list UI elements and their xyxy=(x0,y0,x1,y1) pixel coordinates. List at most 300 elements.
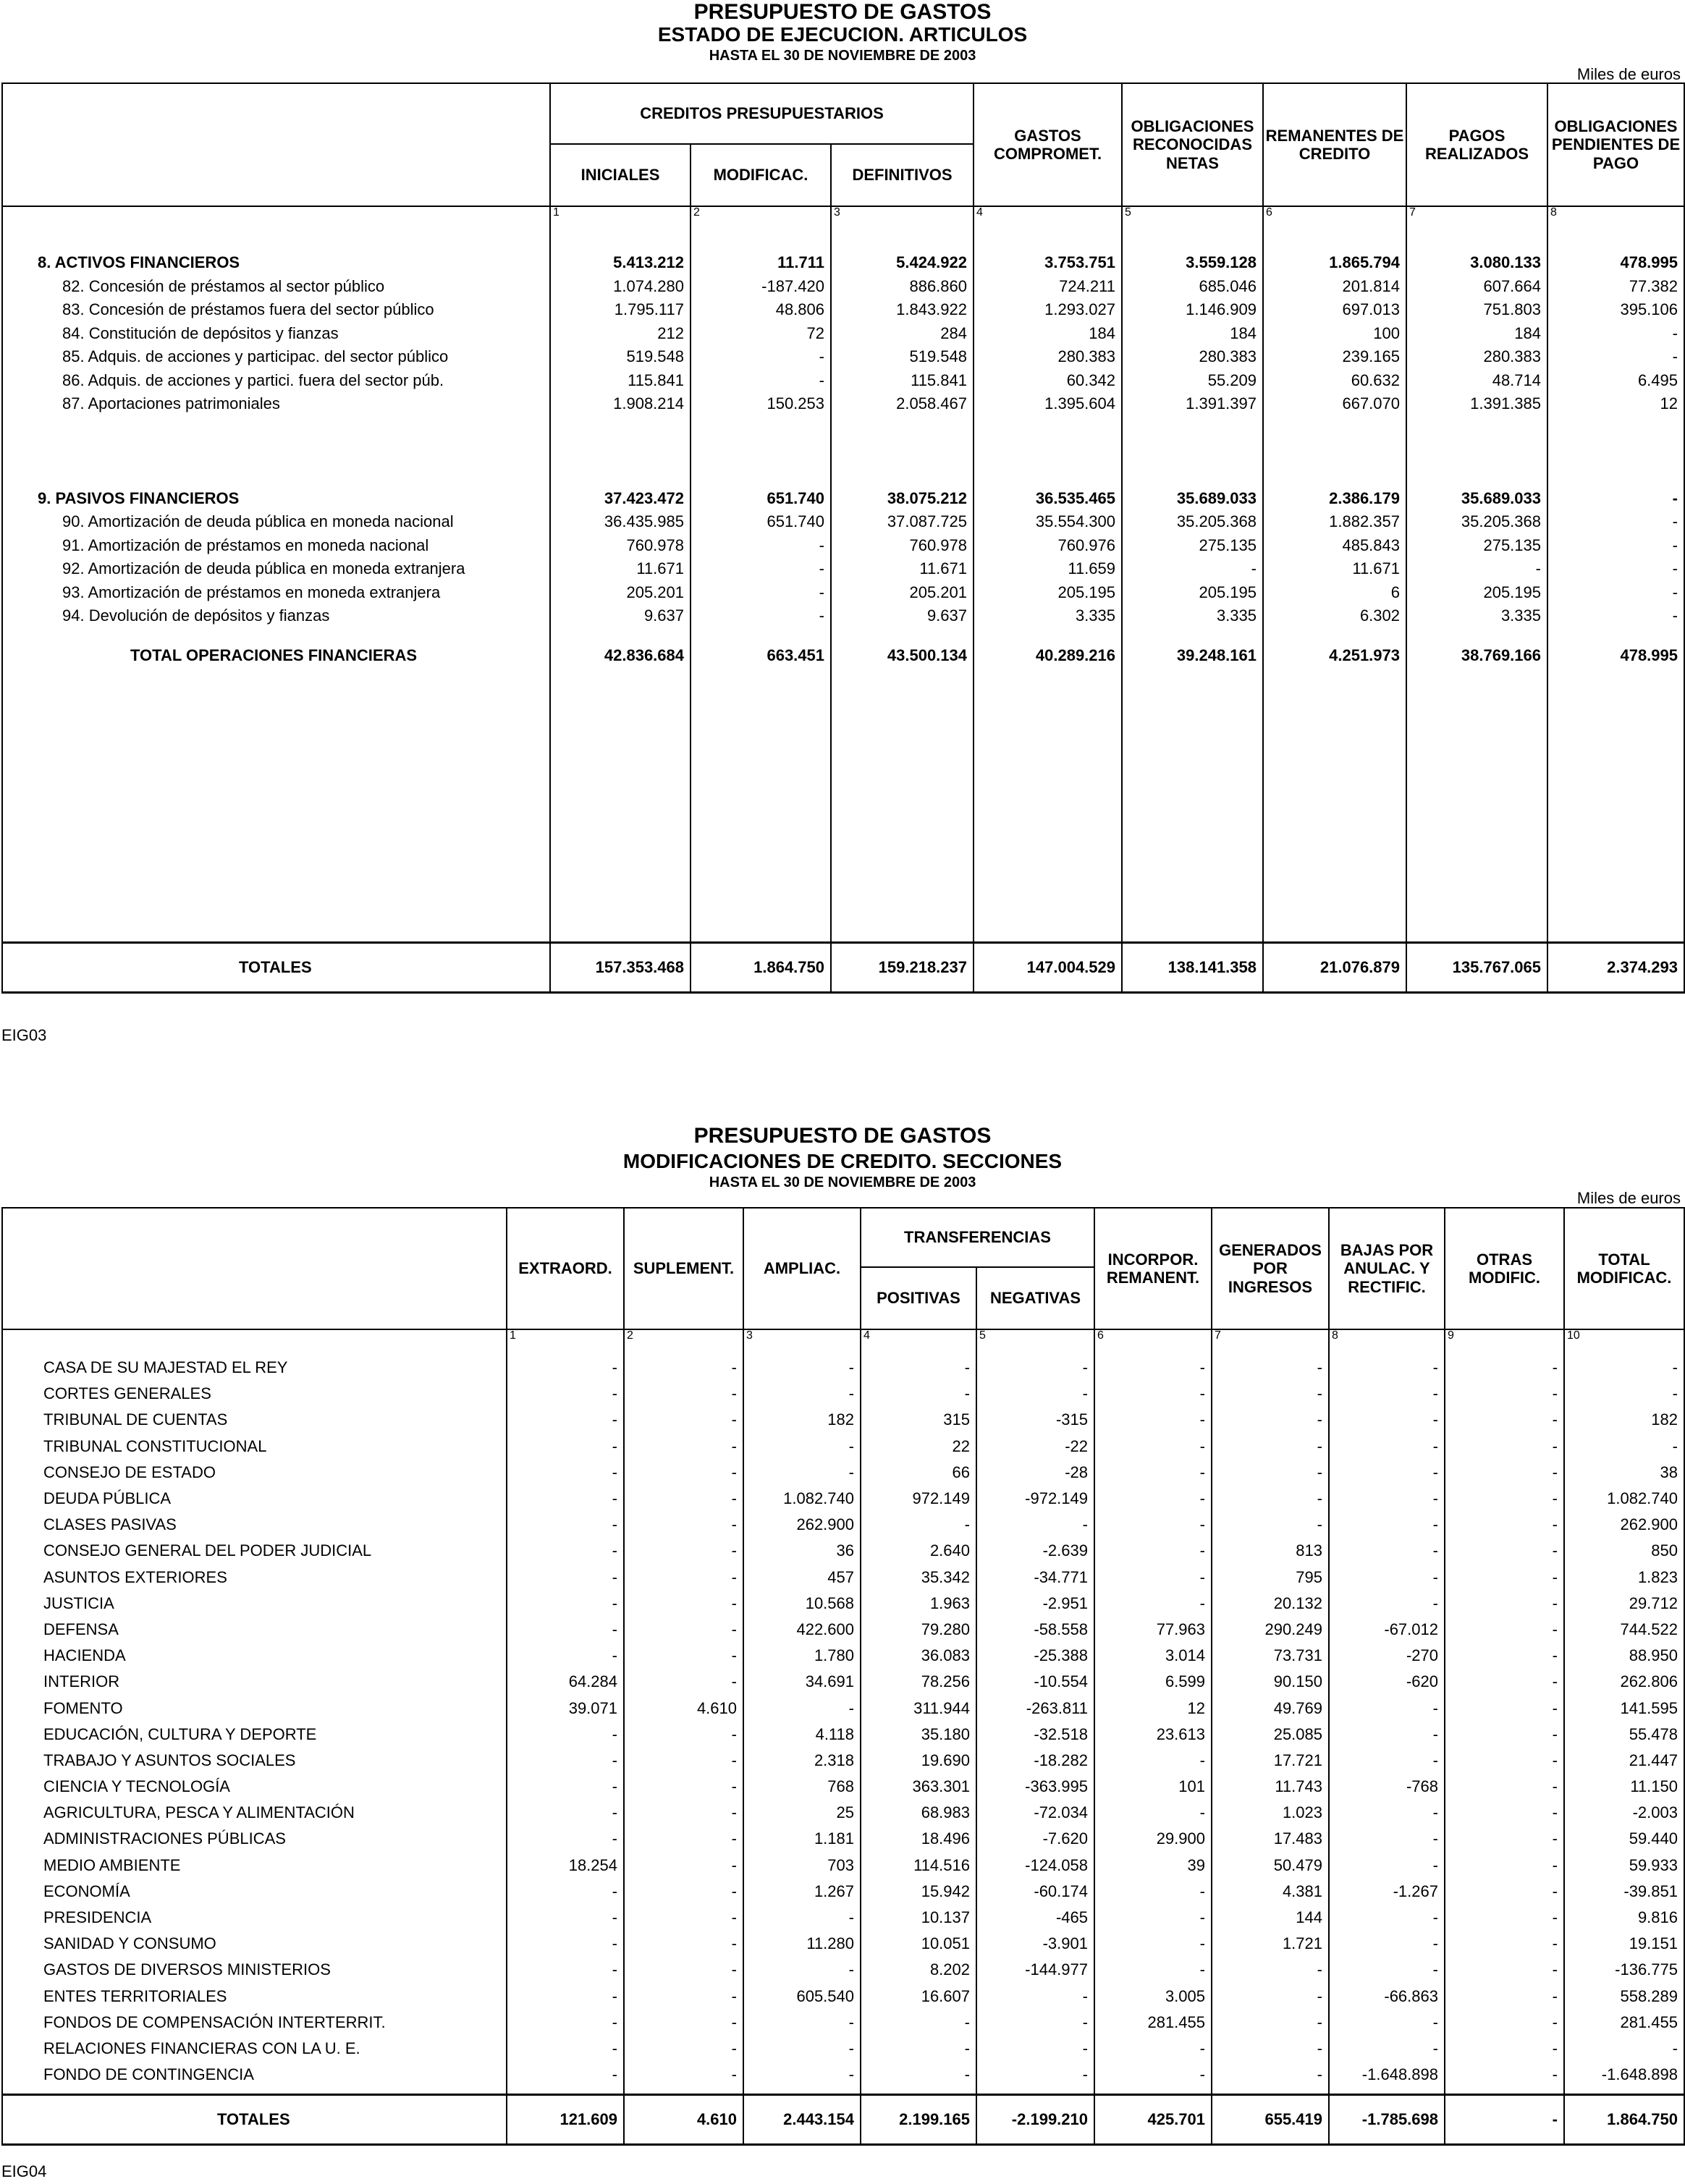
row-value: - xyxy=(624,1957,743,1983)
row-value: 36.435.985 xyxy=(550,510,691,534)
row-value: - xyxy=(1445,2062,1564,2088)
row-value: - xyxy=(976,1984,1094,2010)
row-value: - xyxy=(1212,1512,1329,1538)
table-row xyxy=(2,487,1684,511)
table-row xyxy=(2,1486,1684,1512)
row-value: - xyxy=(624,1355,743,1381)
table-row xyxy=(2,1538,1684,1564)
row-value: - xyxy=(1329,1800,1445,1826)
row-label: FONDO DE CONTINGENCIA xyxy=(2,2062,507,2088)
spacer-cell xyxy=(2,416,550,487)
row-value: 150.253 xyxy=(691,392,831,416)
spacer-cell xyxy=(2,628,550,644)
row-value: 43.500.134 xyxy=(831,644,974,668)
row-value: - xyxy=(1445,1591,1564,1617)
spacer-row xyxy=(2,628,1684,644)
row-value: 4.118 xyxy=(743,1722,861,1748)
row-value: - xyxy=(1445,1486,1564,1512)
row-value: 3.335 xyxy=(1406,604,1547,628)
row-label: ADMINISTRACIONES PÚBLICAS xyxy=(2,1826,507,1852)
row-value: - xyxy=(1329,1565,1445,1591)
s2-header-c7: GENERADOS POR INGRESOS xyxy=(1212,1208,1329,1329)
row-value: - xyxy=(1445,1722,1564,1748)
row-value: -768 xyxy=(1329,1774,1445,1800)
row-value: -3.901 xyxy=(976,1931,1094,1957)
s1-date: HASTA EL 30 DE NOVIEMBRE DE 2003 xyxy=(709,48,976,64)
row-value: 760.978 xyxy=(831,534,974,558)
row-value: - xyxy=(624,1984,743,2010)
row-label: CASA DE SU MAJESTAD EL REY xyxy=(2,1355,507,1381)
table-row xyxy=(2,604,1684,628)
totals-value: 4.610 xyxy=(624,2095,743,2145)
row-label: JUSTICIA xyxy=(2,1591,507,1617)
spacer-cell xyxy=(974,416,1122,487)
row-value: - xyxy=(1212,1984,1329,2010)
s2-header-c4: POSITIVAS xyxy=(861,1267,976,1329)
row-value: - xyxy=(507,1879,624,1905)
row-value: 1.023 xyxy=(1212,1800,1329,1826)
row-value: 144 xyxy=(1212,1905,1329,1931)
row-value: - xyxy=(624,1617,743,1643)
table-row xyxy=(2,1748,1684,1774)
row-value: 25 xyxy=(743,1800,861,1826)
row-value: - xyxy=(507,1826,624,1852)
row-value: 667.070 xyxy=(1263,392,1406,416)
row-value: 4.251.973 xyxy=(1263,644,1406,668)
s1-header-desc xyxy=(2,83,550,206)
row-value: 35.689.033 xyxy=(1406,487,1547,511)
table-row xyxy=(2,1381,1684,1407)
row-value: 4.610 xyxy=(624,1695,743,1721)
row-label: CONSEJO GENERAL DEL PODER JUDICIAL xyxy=(2,1538,507,1564)
row-value: - xyxy=(624,1826,743,1852)
row-value: 38 xyxy=(1564,1460,1684,1486)
row-value: 25.085 xyxy=(1212,1722,1329,1748)
row-label: TRIBUNAL DE CUENTAS xyxy=(2,1407,507,1433)
row-label: 83. Concesión de préstamos fuera del sector público xyxy=(2,298,550,322)
row-value: 1.882.357 xyxy=(1263,510,1406,534)
spacer-cell xyxy=(1212,2088,1329,2095)
row-value: 11.671 xyxy=(1263,557,1406,581)
row-value: - xyxy=(624,1407,743,1433)
column-number: 6 xyxy=(1094,1329,1212,1352)
row-value: 77.382 xyxy=(1547,275,1684,299)
row-value: -28 xyxy=(976,1460,1094,1486)
row-value: -315 xyxy=(976,1407,1094,1433)
row-value: 262.806 xyxy=(1564,1669,1684,1695)
row-value: 519.548 xyxy=(831,345,974,369)
row-value: - xyxy=(1329,1355,1445,1381)
table-row xyxy=(2,1669,1684,1695)
row-label: 8. ACTIVOS FINANCIEROS xyxy=(2,251,550,275)
row-value: - xyxy=(976,1381,1094,1407)
row-value: 363.301 xyxy=(861,1774,976,1800)
row-value: -263.811 xyxy=(976,1695,1094,1721)
row-label: 82. Concesión de préstamos al sector público xyxy=(2,275,550,299)
row-value: 141.595 xyxy=(1564,1695,1684,1721)
row-value: - xyxy=(1329,1957,1445,1983)
spacer-cell xyxy=(1122,416,1263,487)
row-value: - xyxy=(1445,1355,1564,1381)
totals-label: TOTALES xyxy=(2,2095,507,2145)
row-value: 284 xyxy=(831,322,974,346)
row-value: - xyxy=(743,1381,861,1407)
row-value: - xyxy=(624,1905,743,1931)
row-value: - xyxy=(624,1722,743,1748)
table-row xyxy=(2,1355,1684,1381)
column-number: 1 xyxy=(550,206,691,229)
row-value: 6.495 xyxy=(1547,369,1684,393)
spacer-cell xyxy=(1406,229,1547,251)
row-value: - xyxy=(743,1905,861,1931)
row-value: - xyxy=(1329,1748,1445,1774)
row-value: 68.983 xyxy=(861,1800,976,1826)
row-value: - xyxy=(1445,1800,1564,1826)
row-value: 5.413.212 xyxy=(550,251,691,275)
row-value: - xyxy=(1445,1434,1564,1460)
row-value: - xyxy=(507,1905,624,1931)
row-value: - xyxy=(743,2010,861,2036)
row-value: 311.944 xyxy=(861,1695,976,1721)
row-value: -34.771 xyxy=(976,1565,1094,1591)
table-row xyxy=(2,1460,1684,1486)
row-label: 91. Amortización de préstamos en moneda nacional xyxy=(2,534,550,558)
row-value: 6 xyxy=(1263,581,1406,605)
row-value: - xyxy=(1094,2036,1212,2062)
row-value: 9.637 xyxy=(550,604,691,628)
row-label: 92. Amortización de deuda pública en moneda extranjera xyxy=(2,557,550,581)
row-value: - xyxy=(1212,1407,1329,1433)
s2-subtitle: MODIFICACIONES DE CREDITO. SECCIONES xyxy=(622,1150,1063,1172)
spacer-cell xyxy=(743,2088,861,2095)
row-value: 813 xyxy=(1212,1538,1329,1564)
row-value: - xyxy=(1564,1355,1684,1381)
row-value: 1.395.604 xyxy=(974,392,1122,416)
table-row xyxy=(2,1984,1684,2010)
row-value: - xyxy=(507,1643,624,1669)
spacer-cell xyxy=(831,667,974,943)
spacer-cell xyxy=(1263,229,1406,251)
table-row xyxy=(2,1643,1684,1669)
row-value: 5.424.922 xyxy=(831,251,974,275)
row-value: - xyxy=(1094,1486,1212,1512)
row-value: - xyxy=(1445,1826,1564,1852)
row-value: 35.205.368 xyxy=(1122,510,1263,534)
row-label: AGRICULTURA, PESCA Y ALIMENTACIÓN xyxy=(2,1800,507,1826)
spacer-cell xyxy=(974,667,1122,943)
row-value: -187.420 xyxy=(691,275,831,299)
spacer-cell xyxy=(1122,667,1263,943)
s1-header-group: CREDITOS PRESUPUESTARIOS xyxy=(550,83,974,144)
spacer-cell xyxy=(1329,2088,1445,2095)
table-row xyxy=(2,298,1684,322)
row-value: - xyxy=(691,534,831,558)
row-value: 182 xyxy=(743,1407,861,1433)
table-row xyxy=(2,392,1684,416)
row-value: 37.423.472 xyxy=(550,487,691,511)
row-value: - xyxy=(1445,1853,1564,1879)
totals-value: 655.419 xyxy=(1212,2095,1329,2145)
row-value: - xyxy=(1212,1434,1329,1460)
s1-header-c7: PAGOS REALIZADOS xyxy=(1406,83,1547,206)
spacer-cell xyxy=(1547,416,1684,487)
row-value: 1.293.027 xyxy=(974,298,1122,322)
row-value: 2.318 xyxy=(743,1748,861,1774)
column-number: 3 xyxy=(743,1329,861,1352)
row-value: - xyxy=(624,1591,743,1617)
row-value: 38.769.166 xyxy=(1406,644,1547,668)
row-value: 395.106 xyxy=(1547,298,1684,322)
row-value: - xyxy=(507,1355,624,1381)
row-value: - xyxy=(624,1434,743,1460)
row-value: - xyxy=(1445,1748,1564,1774)
table-row xyxy=(2,1512,1684,1538)
row-value: - xyxy=(1094,1512,1212,1538)
spacer-cell xyxy=(1564,2088,1684,2095)
row-value: 12 xyxy=(1547,392,1684,416)
row-label: 87. Aportaciones patrimoniales xyxy=(2,392,550,416)
row-value: 9.637 xyxy=(831,604,974,628)
table-row xyxy=(2,1565,1684,1591)
row-value: 55.209 xyxy=(1122,369,1263,393)
row-value: - xyxy=(691,604,831,628)
s1-table xyxy=(1,82,1685,994)
row-value: - xyxy=(1094,2062,1212,2088)
row-value: - xyxy=(743,2036,861,2062)
totals-value: 135.767.065 xyxy=(1406,943,1547,993)
totals-value: 2.374.293 xyxy=(1547,943,1684,993)
row-value: 422.600 xyxy=(743,1617,861,1643)
row-value: - xyxy=(507,1591,624,1617)
row-value: -972.149 xyxy=(976,1486,1094,1512)
row-value: 11.280 xyxy=(743,1931,861,1957)
row-value: -270 xyxy=(1329,1643,1445,1669)
row-value: 1.082.740 xyxy=(743,1486,861,1512)
row-value: - xyxy=(624,2036,743,2062)
row-value: 35.342 xyxy=(861,1565,976,1591)
row-value: - xyxy=(1329,1460,1445,1486)
row-value: 212 xyxy=(550,322,691,346)
row-value: 59.440 xyxy=(1564,1826,1684,1852)
row-value: 184 xyxy=(1406,322,1547,346)
row-value: 114.516 xyxy=(861,1853,976,1879)
spacer-cell xyxy=(550,416,691,487)
row-value: 12 xyxy=(1094,1695,1212,1721)
s2-header-c3: AMPLIAC. xyxy=(743,1208,861,1329)
spacer-cell xyxy=(550,628,691,644)
row-value: - xyxy=(1329,1853,1445,1879)
row-value: 1.963 xyxy=(861,1591,976,1617)
totals-row xyxy=(2,943,1684,993)
row-value: 457 xyxy=(743,1565,861,1591)
row-value: 290.249 xyxy=(1212,1617,1329,1643)
row-value: 607.664 xyxy=(1406,275,1547,299)
row-value: - xyxy=(1212,1355,1329,1381)
spacer-cell xyxy=(507,2088,624,2095)
s2-header-c5: NEGATIVAS xyxy=(976,1267,1094,1329)
row-value: -72.034 xyxy=(976,1800,1094,1826)
row-value: - xyxy=(1445,2036,1564,2062)
row-value: 558.289 xyxy=(1564,1984,1684,2010)
row-value: -66.863 xyxy=(1329,1984,1445,2010)
row-value: 115.841 xyxy=(550,369,691,393)
row-value: - xyxy=(507,1407,624,1433)
row-value: - xyxy=(1445,1695,1564,1721)
row-value: - xyxy=(1094,1460,1212,1486)
table-row xyxy=(2,1617,1684,1643)
row-value: - xyxy=(1212,2036,1329,2062)
row-label: DEFENSA xyxy=(2,1617,507,1643)
row-value: -1.648.898 xyxy=(1329,2062,1445,2088)
row-value: - xyxy=(1547,322,1684,346)
row-label: TRIBUNAL CONSTITUCIONAL xyxy=(2,1434,507,1460)
table-row xyxy=(2,581,1684,605)
row-value: - xyxy=(507,1984,624,2010)
row-value: -67.012 xyxy=(1329,1617,1445,1643)
s1-title: PRESUPUESTO DE GASTOS xyxy=(693,0,992,24)
row-value: 201.814 xyxy=(1263,275,1406,299)
row-value: - xyxy=(624,1774,743,1800)
row-value: 1.721 xyxy=(1212,1931,1329,1957)
row-value: - xyxy=(976,2036,1094,2062)
s2-header-c6: INCORPOR. REMANENT. xyxy=(1094,1208,1212,1329)
row-value: - xyxy=(1329,1434,1445,1460)
row-value: 281.455 xyxy=(1094,2010,1212,2036)
s2-header-desc xyxy=(2,1208,507,1329)
row-value: -58.558 xyxy=(976,1617,1094,1643)
row-value: - xyxy=(1406,557,1547,581)
row-value: 36.083 xyxy=(861,1643,976,1669)
row-value: 239.165 xyxy=(1263,345,1406,369)
spacer-cell xyxy=(1547,667,1684,943)
totals-value: -1.785.698 xyxy=(1329,2095,1445,2145)
s1-header-c8: OBLIGACIONES PENDIENTES DE PAGO xyxy=(1547,83,1684,206)
s2-header-c1: EXTRAORD. xyxy=(507,1208,624,1329)
row-value: - xyxy=(1547,557,1684,581)
spacer-cell xyxy=(2,667,550,943)
row-value: - xyxy=(861,2062,976,2088)
row-value: 1.267 xyxy=(743,1879,861,1905)
row-value: - xyxy=(624,1643,743,1669)
row-value: - xyxy=(1329,1826,1445,1852)
row-value: - xyxy=(1329,2036,1445,2062)
table-row xyxy=(2,1407,1684,1433)
row-value: 1.082.740 xyxy=(1564,1486,1684,1512)
row-value: 20.132 xyxy=(1212,1591,1329,1617)
row-value: 205.195 xyxy=(974,581,1122,605)
row-value: 11.671 xyxy=(831,557,974,581)
row-value: 72 xyxy=(691,322,831,346)
row-value: - xyxy=(1445,1460,1564,1486)
row-value: 42.836.684 xyxy=(550,644,691,668)
row-value: - xyxy=(507,1617,624,1643)
table-row xyxy=(2,1879,1684,1905)
row-value: 1.074.280 xyxy=(550,275,691,299)
row-label: SANIDAD Y CONSUMO xyxy=(2,1931,507,1957)
row-value: - xyxy=(1212,1957,1329,1983)
row-value: 1.146.909 xyxy=(1122,298,1263,322)
row-value: - xyxy=(507,1800,624,1826)
column-number: 3 xyxy=(831,206,974,229)
table-row xyxy=(2,1722,1684,1748)
row-value: 19.151 xyxy=(1564,1931,1684,1957)
row-value: 64.284 xyxy=(507,1669,624,1695)
totals-value: 21.076.879 xyxy=(1263,943,1406,993)
row-value: -620 xyxy=(1329,1669,1445,1695)
row-value: - xyxy=(1329,1486,1445,1512)
spacer-cell xyxy=(550,229,691,251)
row-label: 84. Constitución de depósitos y fianzas xyxy=(2,322,550,346)
row-value: - xyxy=(624,1748,743,1774)
row-value: - xyxy=(507,1381,624,1407)
row-value: 3.080.133 xyxy=(1406,251,1547,275)
row-value: - xyxy=(507,1460,624,1486)
table-row xyxy=(2,1905,1684,1931)
column-number-row xyxy=(2,206,1684,229)
spacer-cell xyxy=(1406,667,1547,943)
row-value: - xyxy=(1445,1774,1564,1800)
s2-table xyxy=(1,1207,1685,2146)
row-value: 184 xyxy=(974,322,1122,346)
row-value: - xyxy=(507,1748,624,1774)
s2-header-c9: OTRAS MODIFIC. xyxy=(1445,1208,1564,1329)
row-value: 11.711 xyxy=(691,251,831,275)
row-value: - xyxy=(1445,1643,1564,1669)
row-value: 6.599 xyxy=(1094,1669,1212,1695)
row-value: 262.900 xyxy=(1564,1512,1684,1538)
row-value: - xyxy=(1445,1565,1564,1591)
row-value: - xyxy=(1445,1407,1564,1433)
row-value: - xyxy=(624,1460,743,1486)
table-row xyxy=(2,510,1684,534)
row-value: - xyxy=(1329,1407,1445,1433)
row-label: CORTES GENERALES xyxy=(2,1381,507,1407)
row-value: - xyxy=(1094,1800,1212,1826)
totals-row xyxy=(2,2095,1684,2145)
row-value: - xyxy=(1329,2010,1445,2036)
row-value: 2.386.179 xyxy=(1263,487,1406,511)
row-value: 79.280 xyxy=(861,1617,976,1643)
row-value: -7.620 xyxy=(976,1826,1094,1852)
row-value: - xyxy=(624,1486,743,1512)
column-number-blank xyxy=(2,1329,507,1352)
row-value: - xyxy=(1445,1905,1564,1931)
row-value: - xyxy=(743,1460,861,1486)
row-value: 11.659 xyxy=(974,557,1122,581)
s2-header-c10: TOTAL MODIFICAC. xyxy=(1564,1208,1684,1329)
row-value: 22 xyxy=(861,1434,976,1460)
table-row xyxy=(2,1800,1684,1826)
column-number: 4 xyxy=(861,1329,976,1352)
row-value: - xyxy=(743,2062,861,2088)
row-value: 3.559.128 xyxy=(1122,251,1263,275)
row-value: - xyxy=(861,2010,976,2036)
row-value: - xyxy=(507,1486,624,1512)
row-value: - xyxy=(1547,581,1684,605)
row-value: -39.851 xyxy=(1564,1879,1684,1905)
table-row xyxy=(2,1434,1684,1460)
row-value: 281.455 xyxy=(1564,2010,1684,2036)
row-value: - xyxy=(1547,534,1684,558)
table-row xyxy=(2,2036,1684,2062)
row-value: - xyxy=(1329,1905,1445,1931)
row-value: 3.753.751 xyxy=(974,251,1122,275)
row-value: 101 xyxy=(1094,1774,1212,1800)
row-value: - xyxy=(1445,1381,1564,1407)
spacer-cell xyxy=(1122,628,1263,644)
row-value: 35.554.300 xyxy=(974,510,1122,534)
spacer-cell xyxy=(1263,667,1406,943)
